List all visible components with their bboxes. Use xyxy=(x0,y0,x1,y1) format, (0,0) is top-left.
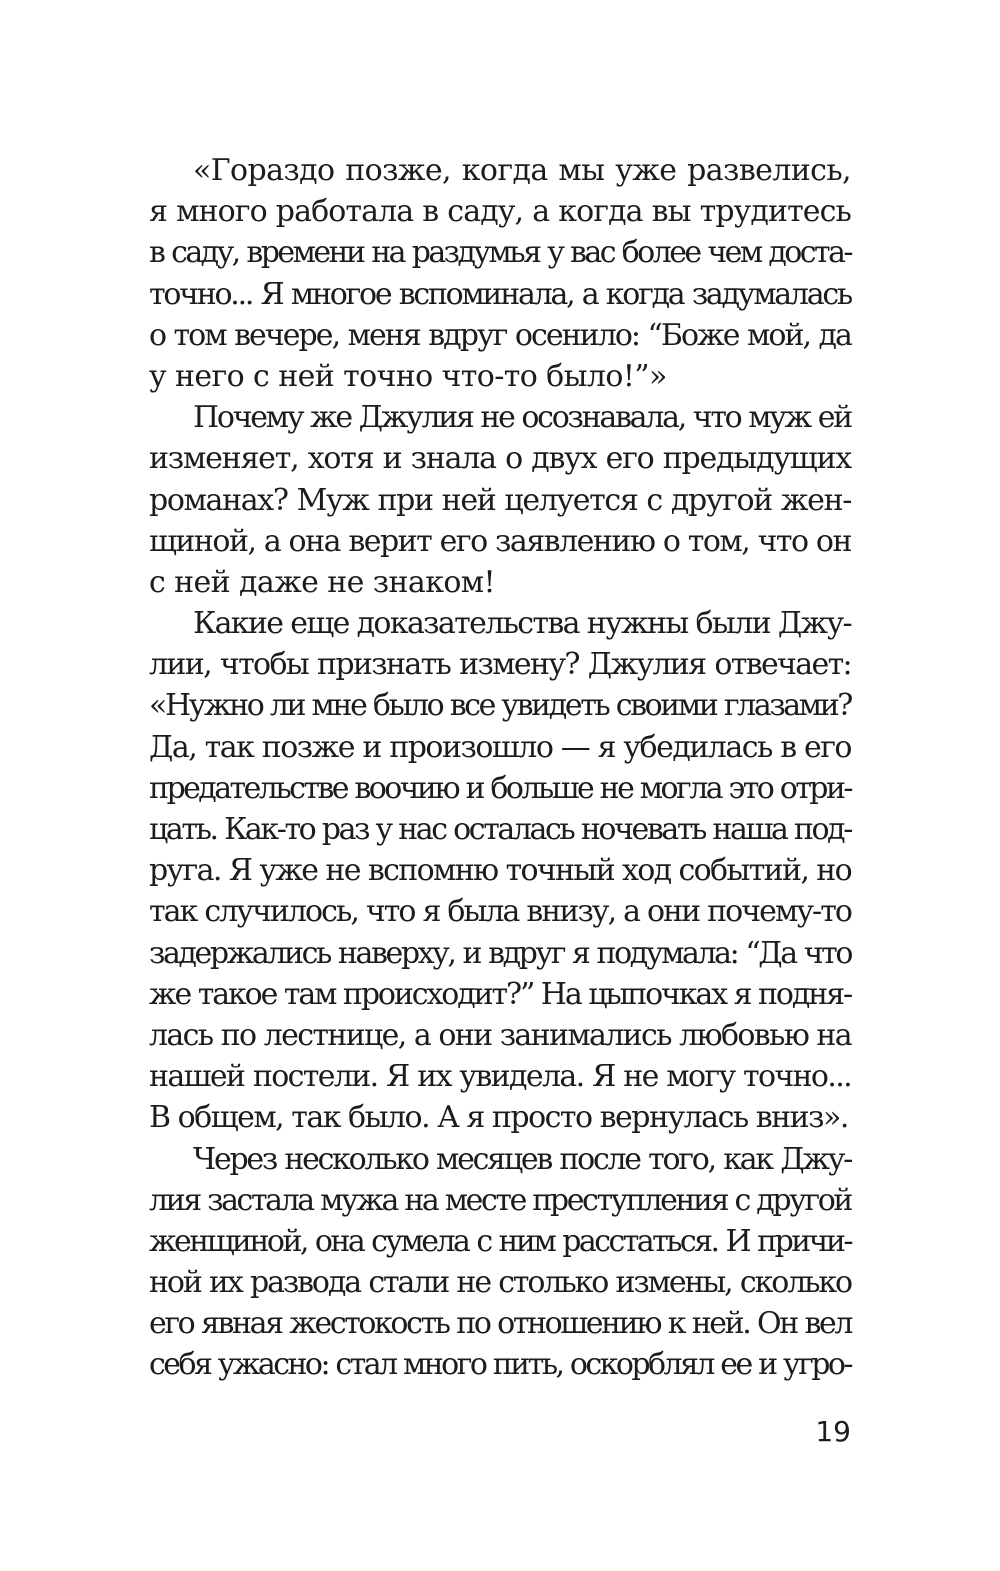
text-line: «Нужно ли мне было все увидеть своими глазами? xyxy=(149,688,851,724)
text-line: предательстве воочию и больше не могла это отри- xyxy=(149,770,851,806)
text-line: Через несколько месяцев после того, как Джу- xyxy=(193,1141,851,1177)
text-line: ной их развода стали не столько измены, сколько xyxy=(149,1265,851,1301)
text-line: же такое там происходит?” На цыпочках я подня- xyxy=(149,976,851,1012)
text-line: руга. Я уже не вспомню точный ход событий, но xyxy=(149,853,851,889)
text-line: Почему же Джулия не осознавала, что муж ей xyxy=(193,400,851,436)
text-line: изменяет, хотя и знала о двух его предыдущих xyxy=(149,441,851,477)
text-line: о том вечере, меня вдруг осенило: “Боже мой, да xyxy=(149,317,851,353)
page-number: 19 xyxy=(815,1415,851,1448)
text-line: щиной, а она верит его заявлению о том, что он xyxy=(149,523,851,559)
text-line: я много работала в саду, а когда вы трудитесь xyxy=(149,194,851,230)
text-line: у него с ней точно что-то было!”» xyxy=(149,358,667,394)
text-line: Какие еще доказательства нужны были Джу- xyxy=(193,606,851,642)
text-line: точно... Я многое вспоминала, а когда задумалась xyxy=(149,276,851,312)
text-line: нашей постели. Я их увидела. Я не могу точно... xyxy=(149,1059,851,1095)
text-line: так случилось, что я была внизу, а они почему-то xyxy=(149,894,851,930)
text-line: женщиной, она сумела с ним расстаться. И причи- xyxy=(149,1223,851,1259)
text-line: Да, так позже и произошло — я убедилась в его xyxy=(149,729,851,765)
text-line: себя ужасно: стал много пить, оскорблял ее и угро- xyxy=(149,1347,851,1383)
body-text xyxy=(149,150,851,1386)
text-line: с ней даже не знаком! xyxy=(149,564,495,600)
text-line: задержались наверху, и вдруг я подумала: “Да что xyxy=(149,935,851,971)
text-line: в саду, времени на раздумья у вас более чем доста- xyxy=(149,235,851,271)
text-line: цать. Как-то раз у нас осталась ночевать наша под- xyxy=(149,812,851,847)
text-line: лии, чтобы признать измену? Джулия отвечает: xyxy=(149,647,851,683)
text-line: В общем, так было. А я просто вернулась вниз». xyxy=(149,1100,848,1136)
text-line: его явная жестокость по отношению к ней. Он вел xyxy=(149,1306,851,1342)
text-line: лия застала мужа на месте преступления с другой xyxy=(149,1182,851,1218)
text-line: лась по лестнице, а они занимались любовью на xyxy=(149,1017,851,1053)
text-line: «Гораздо позже, когда мы уже развелись, xyxy=(193,153,851,188)
text-line: романах? Муж при ней целуется с другой жен- xyxy=(149,482,851,518)
